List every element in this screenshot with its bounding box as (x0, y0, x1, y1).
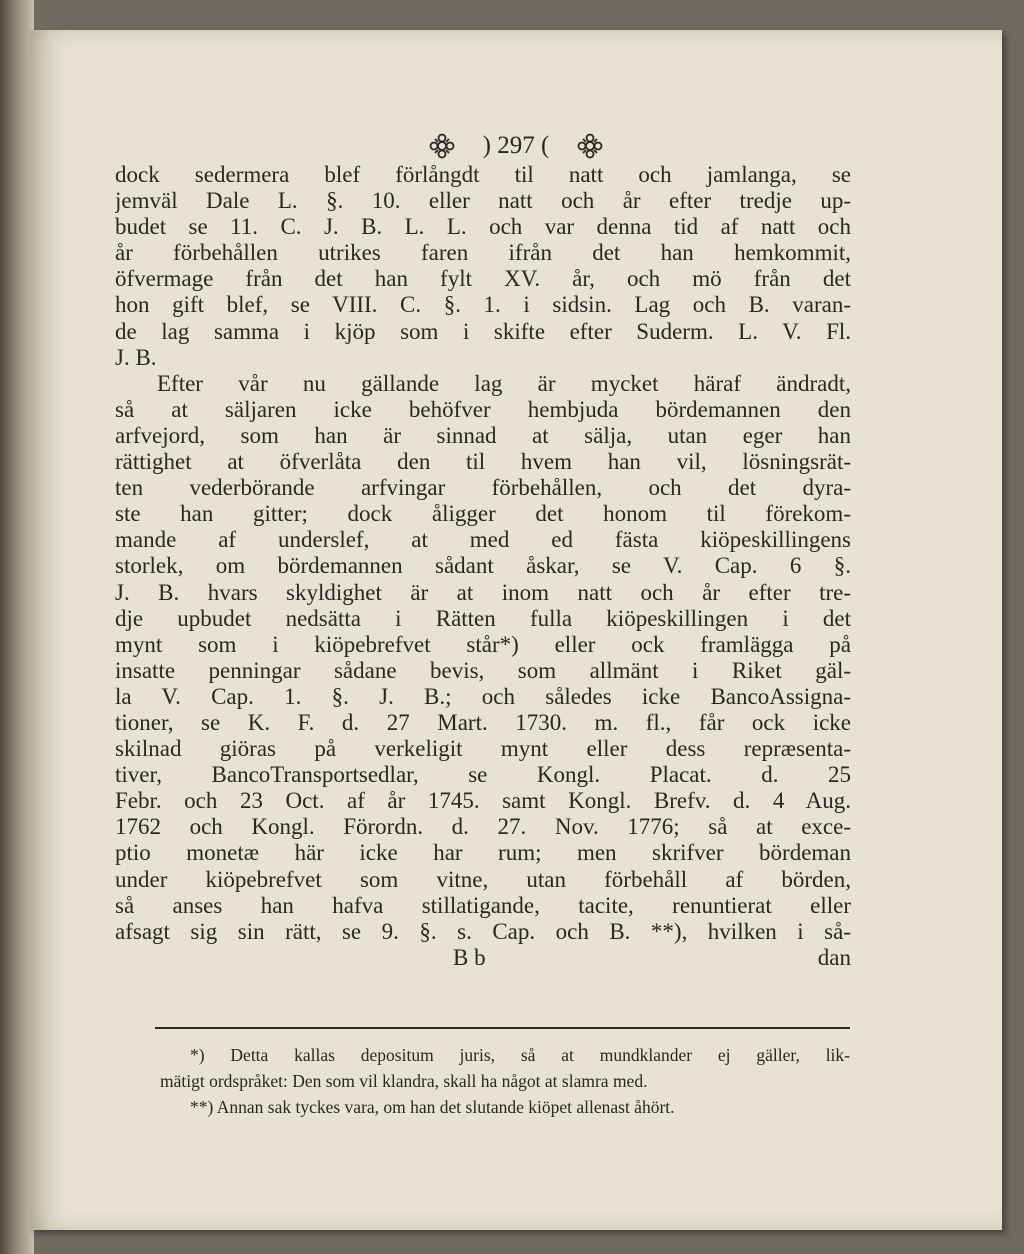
floral-ornament-icon (429, 133, 455, 159)
text-line: hon gift blef, se VIII. C. §. 1. i sidsin. Lag och B. varan- (115, 292, 851, 318)
text-line: budet se 11. C. J. B. L. L. och var denna tid af natt och (115, 214, 851, 240)
text-line: skilnad giöras på verkeligit mynt eller dess repræsenta- (115, 736, 851, 762)
text-line: Febr. och 23 Oct. af år 1745. samt Kongl. Brefv. d. 4 Aug. (115, 788, 851, 814)
footnote-1-line-1: *) Detta kallas depositum juris, så at mundklander ej gäller, lik- (190, 1045, 850, 1065)
text-line: dock sedermera blef förlångdt til natt och jamlanga, se (115, 162, 851, 187)
text-line: afsagt sig sin rätt, se 9. §. s. Cap. och B. **), hvilken i så- (115, 918, 851, 944)
text-line: så anses han hafva stillatigande, tacite, renuntierat eller (115, 892, 851, 918)
book-page (30, 30, 1002, 1230)
text-line: ptio monetæ här icke har rum; men skrifver bördeman (115, 840, 851, 866)
text-line: rättighet at öfverlåta den til hvem han vil, lösningsrät- (115, 449, 851, 475)
text-line: tioner, se K. F. d. 27 Mart. 1730. m. fl., får ock icke (115, 709, 851, 735)
book-spine (0, 0, 34, 1254)
text-line: tiver, BancoTransportsedlar, se Kongl. Placat. d. 25 (115, 762, 851, 788)
text-line: under kiöpebrefvet som vitne, utan förbehåll af börden, (115, 866, 851, 892)
text-line: Efter vår nu gällande lag är mycket häraf ändradt, (157, 370, 851, 396)
text-line: öfvermage från det han fylt XV. år, och mö från det (115, 266, 851, 292)
text-line: så at säljaren icke behöfver hembjuda bördemannen den (115, 396, 851, 422)
text-line: mande af underslef, at med ed fästa kiöpeskillingens (115, 527, 851, 553)
footnote-rule (155, 1027, 850, 1029)
page-header (30, 126, 1002, 166)
text-line: dje upbudet nedsätta i Rätten fulla kiöpeskillingen i det (115, 605, 851, 631)
text-line: ste han gitter; dock åligger det honom til förekom- (115, 501, 851, 527)
text-line: ten vederbörande arfvingar förbehållen, och det dyra- (115, 475, 851, 501)
text-line: J. B. (115, 344, 157, 370)
signature-mark: B b (453, 944, 486, 970)
text-line: jemväl Dale L. §. 10. eller natt och år efter tredje up- (115, 188, 851, 214)
text-line: la V. Cap. 1. §. J. B.; och således icke BancoAssigna- (115, 683, 851, 709)
text-line: arfvejord, som han är sinnad at sälja, utan eger han (115, 422, 851, 448)
footnotes (160, 1042, 850, 1120)
text-line: insatte penningar sådane bevis, som allmänt i Riket gäl- (115, 657, 851, 683)
page-number: ) 297 ( (482, 132, 550, 159)
text-line: de lag samma i kjöp som i skifte efter Suderm. L. V. Fl. (115, 318, 851, 344)
text-line: mynt som i kiöpebrefvet står*) eller ock framlägga på (115, 631, 851, 657)
footnote-2: **) Annan sak tyckes vara, om han det slutande kiöpet allenast åhört. (190, 1097, 675, 1117)
signature-row (115, 945, 851, 971)
body-text (115, 162, 851, 971)
catchword: dan (817, 944, 851, 970)
footnote-1-line-2: mätigt ordspråket: Den som vil klandra, skall ha något at slamra med. (160, 1071, 648, 1091)
text-line: J. B. hvars skyldighet är at inom natt och år efter tre- (115, 579, 851, 605)
text-line: 1762 och Kongl. Förordn. d. 27. Nov. 1776; så at exce- (115, 814, 851, 840)
floral-ornament-icon (577, 133, 603, 159)
text-line: storlek, om bördemannen sådant åskar, se V. Cap. 6 §. (115, 553, 851, 579)
text-line: år förbehållen utrikes faren ifrån det han hemkommit, (115, 240, 851, 266)
